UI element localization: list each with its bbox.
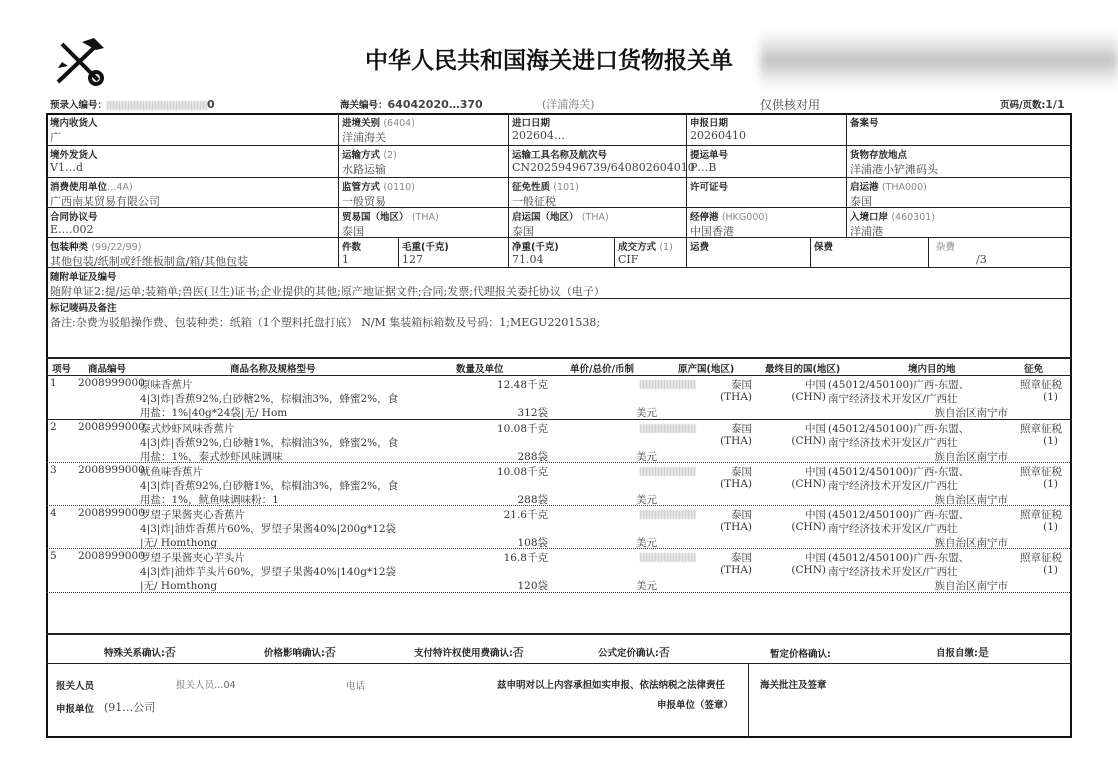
tax-code: (1) [1043, 391, 1058, 403]
spec-line-1: 4|3|炸|油炸芋头片60%，罗望子果酱40%|140g*12袋 [140, 566, 397, 578]
origin-country: 泰国 [731, 379, 752, 391]
page-count: 页码/页数:1/1 [1000, 98, 1065, 111]
declaring-unit-value: (91…公司 [104, 701, 156, 714]
origin-country: 泰国 [731, 552, 752, 564]
storage-field: 货物存放地点 洋浦港小铲滩码头 [850, 150, 938, 176]
dep-port-field: 启运港 (THA000) 泰国 [850, 182, 927, 208]
tax-method: 照章征税 [1020, 466, 1062, 478]
provisional-price-confirm: 暂定价格确认: [770, 649, 831, 660]
declarant-id: 报关人员…04 [176, 680, 236, 691]
deal-mode-field: 成交方式 (1) CIF [618, 242, 673, 266]
attached-docs: 随附单证及编号 随附单证2:提/运单;装箱单;兽医(卫生)证书;企业提供的其他;原产地证据文件;合同;发票;代理报关委托协议（电子） [50, 272, 605, 298]
redacted-price [640, 380, 696, 389]
self-pay-confirm: 自报自缴:是 [936, 646, 989, 659]
quantity-weight: 10.08千克 [496, 423, 548, 435]
tax-method: 照章征税 [1020, 379, 1062, 391]
redacted-price [640, 424, 696, 433]
special-relation-confirm: 特殊关系确认:否 [104, 646, 176, 659]
final-dest-country: 中国 [805, 509, 826, 521]
final-dest-country: 中国 [805, 466, 826, 478]
verify-note: 仅供核对用 [760, 98, 821, 112]
redacted-price [640, 553, 696, 562]
item-no: 5 [50, 550, 57, 562]
col-item-no: 项号 [52, 364, 72, 375]
hs-code: 2008999000 [78, 421, 145, 433]
scan-smear [760, 30, 1118, 90]
consignee-field: 境内收货人 广 [50, 118, 98, 144]
bill-no-field: 提运单号 P…B [690, 150, 729, 174]
quantity-count: 288袋 [517, 494, 548, 506]
item-no: 3 [50, 464, 57, 476]
formula-price-confirm: 公式定价确认:否 [598, 646, 670, 659]
spec-line-1: 4|3|炸|香蕉92%,白砂糖2%，棕榈油3%，蜂蜜2%，食 [140, 393, 399, 405]
dep-country-field: 启运国（地区） (THA) 泰国 [512, 212, 609, 238]
quantity-weight: 21.6千克 [503, 509, 548, 521]
final-dest-code: (CHN) [791, 478, 826, 490]
product-name: 罗望子果酱夹心香蕉片 [140, 509, 245, 521]
product-name: 泰式炒虾风味香蕉片 [140, 423, 235, 435]
currency: 美元 [636, 580, 657, 592]
unit-seal-label: 申报单位（签章） [657, 700, 734, 711]
pieces-field: 件数 1 [342, 242, 362, 266]
tax-method: 照章征税 [1020, 552, 1062, 564]
redacted-price [640, 467, 696, 476]
phone-label: 电话 [346, 681, 366, 692]
spec-line-2: |无/ Homthong [140, 580, 218, 592]
vessel-field: 运输工具名称及航次号 CN20259496739/640802604010 [512, 150, 695, 174]
final-dest-country: 中国 [805, 423, 826, 435]
currency: 美元 [636, 494, 657, 506]
spec-line-1: 4|3|炸|香蕉92%,白砂糖1%，棕榈油3%，蜂蜜2%，食 [140, 437, 399, 449]
col-price: 单价/总价/币制 [570, 364, 634, 375]
quantity-count: 312袋 [517, 407, 548, 419]
domestic-dest-1: (45012/450100)广西-东盟、 [828, 509, 970, 521]
import-date-field: 进口日期 202604… [512, 118, 565, 142]
customs-no: 海关编号：64042020…370 [340, 98, 483, 111]
domestic-dest-2: 南宁经济技术开发区/广西壮 [828, 437, 958, 449]
quantity-count: 108袋 [517, 537, 548, 549]
col-final-dest: 最终目的国(地区) [765, 364, 841, 375]
spec-line-2: |无/ Homthong [140, 537, 218, 549]
trade-country-field: 贸易国（地区） (THA) 泰国 [342, 212, 439, 238]
domestic-dest-2: 南宁经济技术开发区/广西壮 [828, 393, 958, 405]
quantity-count: 120袋 [517, 580, 548, 592]
customs-name: (洋浦海关) [542, 98, 595, 111]
spec-line-1: 4|3|炸|油炸香蕉片60%，罗望子果酱40%|200g*12袋 [140, 523, 397, 535]
insurance-field: 保费 [814, 242, 834, 253]
domestic-dest-2: 南宁经济技术开发区/广西壮 [828, 480, 958, 492]
transport-mode-field: 运输方式 (2) 水路运输 [342, 150, 397, 176]
final-dest-code: (CHN) [791, 521, 826, 533]
declaring-unit-label: 申报单位 [56, 704, 95, 715]
origin-code: (THA) [720, 391, 752, 403]
hs-code: 2008999000 [78, 550, 145, 562]
final-dest-country: 中国 [805, 379, 826, 391]
redacted-price [640, 510, 696, 519]
origin-country: 泰国 [731, 509, 752, 521]
spec-line-2: 用盐：1%，鱿鱼味调味粉：1 [140, 494, 279, 506]
final-dest-code: (CHN) [791, 564, 826, 576]
declaration-statement: 兹申明对以上内容承担如实申报、依法纳税之法律责任 [497, 680, 726, 691]
currency: 美元 [636, 451, 657, 463]
contract-field: 合同协议号 E.…002 [50, 212, 98, 236]
quantity-weight: 10.08千克 [496, 466, 548, 478]
tax-code: (1) [1043, 435, 1058, 447]
package-field: 包装种类 (99/22/99) 其他包装/纸制或纤维板制盒/箱/其他包装 [50, 242, 249, 268]
col-quantity: 数量及单位 [456, 364, 504, 375]
quantity-weight: 12.48千克 [496, 379, 548, 391]
origin-code: (THA) [720, 564, 752, 576]
freight-field: 运费 [690, 242, 710, 253]
levy-field: 征免性质 (101) 一般征税 [512, 182, 579, 208]
tax-code: (1) [1043, 564, 1058, 576]
col-domestic-dest: 境内目的地 [908, 364, 956, 375]
hs-code: 2008999000 [78, 507, 145, 519]
via-port-field: 经停港 (HKG000) 中国香港 [690, 212, 769, 238]
page-title: 中华人民共和国海关进口货物报关单 [365, 48, 733, 74]
currency: 美元 [636, 537, 657, 549]
col-name-spec: 商品名称及规格型号 [230, 364, 316, 375]
final-dest-country: 中国 [805, 552, 826, 564]
spec-line-2: 用盐：1%，泰式炒虾风味调味 [140, 451, 283, 463]
supervision-field: 监管方式 (0110) 一般贸易 [342, 182, 415, 208]
domestic-dest-3: 族自治区南宁市 [934, 537, 1008, 549]
origin-country: 泰国 [731, 423, 752, 435]
product-name: 罗望子果酱夹心芋头片 [140, 552, 245, 564]
origin-country: 泰国 [731, 466, 752, 478]
domestic-dest-2: 南宁经济技术开发区/广西壮 [828, 566, 958, 578]
tax-method: 照章征税 [1020, 423, 1062, 435]
domestic-dest-1: (45012/450100)广西-东盟、 [828, 466, 970, 478]
origin-code: (THA) [720, 478, 752, 490]
domestic-dest-3: 族自治区南宁市 [934, 580, 1008, 592]
shipper-field: 境外发货人 V1…d [50, 150, 98, 174]
net-weight-field: 净重(千克) 71.04 [512, 242, 559, 266]
license-field: 许可证号 [690, 182, 729, 193]
col-hs-code: 商品编号 [88, 364, 127, 375]
record-no-field: 备案号 [850, 118, 879, 129]
item-no: 2 [50, 421, 57, 433]
hs-code: 2008999000 [78, 464, 145, 476]
domestic-dest-1: (45012/450100)广西-东盟、 [828, 552, 970, 564]
quantity-count: 288袋 [517, 451, 548, 463]
tax-method: 照章征税 [1020, 509, 1062, 521]
misc-fee-field: 杂费 /3 [936, 242, 987, 266]
domestic-dest-2: 南宁经济技术开发区/广西壮 [828, 523, 958, 535]
entry-port-field: 入境口岸 (460301) 洋浦港 [850, 212, 936, 238]
domestic-dest-3: 族自治区南宁市 [934, 407, 1008, 419]
domestic-dest-1: (45012/450100)广西-东盟、 [828, 423, 970, 435]
origin-code: (THA) [720, 435, 752, 447]
domestic-dest-3: 族自治区南宁市 [934, 494, 1008, 506]
tax-code: (1) [1043, 521, 1058, 533]
tax-code: (1) [1043, 478, 1058, 490]
origin-code: (THA) [720, 521, 752, 533]
customs-remark-label: 海关批注及签章 [760, 680, 827, 691]
royalty-confirm: 支付特许权使用费确认:否 [414, 646, 524, 659]
col-tax: 征免 [1024, 364, 1044, 375]
declarant-label: 报关人员 [56, 681, 95, 692]
customs-emblem-icon [52, 36, 108, 88]
quantity-weight: 16.8千克 [503, 552, 548, 564]
product-name: 鱿鱼味香蕉片 [140, 466, 203, 478]
domestic-dest-1: (45012/450100)广西-东盟、 [828, 379, 970, 391]
currency: 美元 [636, 407, 657, 419]
item-no: 4 [50, 507, 57, 519]
col-origin: 原产国(地区) [678, 364, 735, 375]
price-influence-confirm: 价格影响确认:否 [264, 646, 336, 659]
marks-remarks: 标记唛码及备注 备注:杂费为驳船操作费、包装种类：纸箱（1个塑料托盘打底） N/M 集装箱标箱数及号码：1;MEGU2201538; [50, 303, 601, 329]
domestic-dest-3: 族自治区南宁市 [934, 451, 1008, 463]
item-no: 1 [50, 377, 57, 389]
entry-customs-field: 进境关别 (6404) 洋浦海关 [342, 118, 415, 144]
spec-line-2: 用盐：1%|40g*24袋|无/ Hom [140, 407, 288, 419]
gross-weight-field: 毛重(千克) 127 [402, 242, 449, 266]
declare-date-field: 申报日期 20260410 [690, 118, 746, 142]
spec-line-1: 4|3|炸|香蕉92%,白砂糖1%，棕榈油3%，蜂蜜2%，食 [140, 480, 399, 492]
consumer-field: 消费使用单位…4A) 广西南某贸易有限公司 [50, 182, 160, 208]
pre-entry-no: 预录入编号： 0 [50, 98, 215, 111]
product-name: 原味香蕉片 [140, 379, 193, 391]
final-dest-code: (CHN) [791, 435, 826, 447]
final-dest-code: (CHN) [791, 391, 826, 403]
hs-code: 2008999000 [78, 377, 145, 389]
